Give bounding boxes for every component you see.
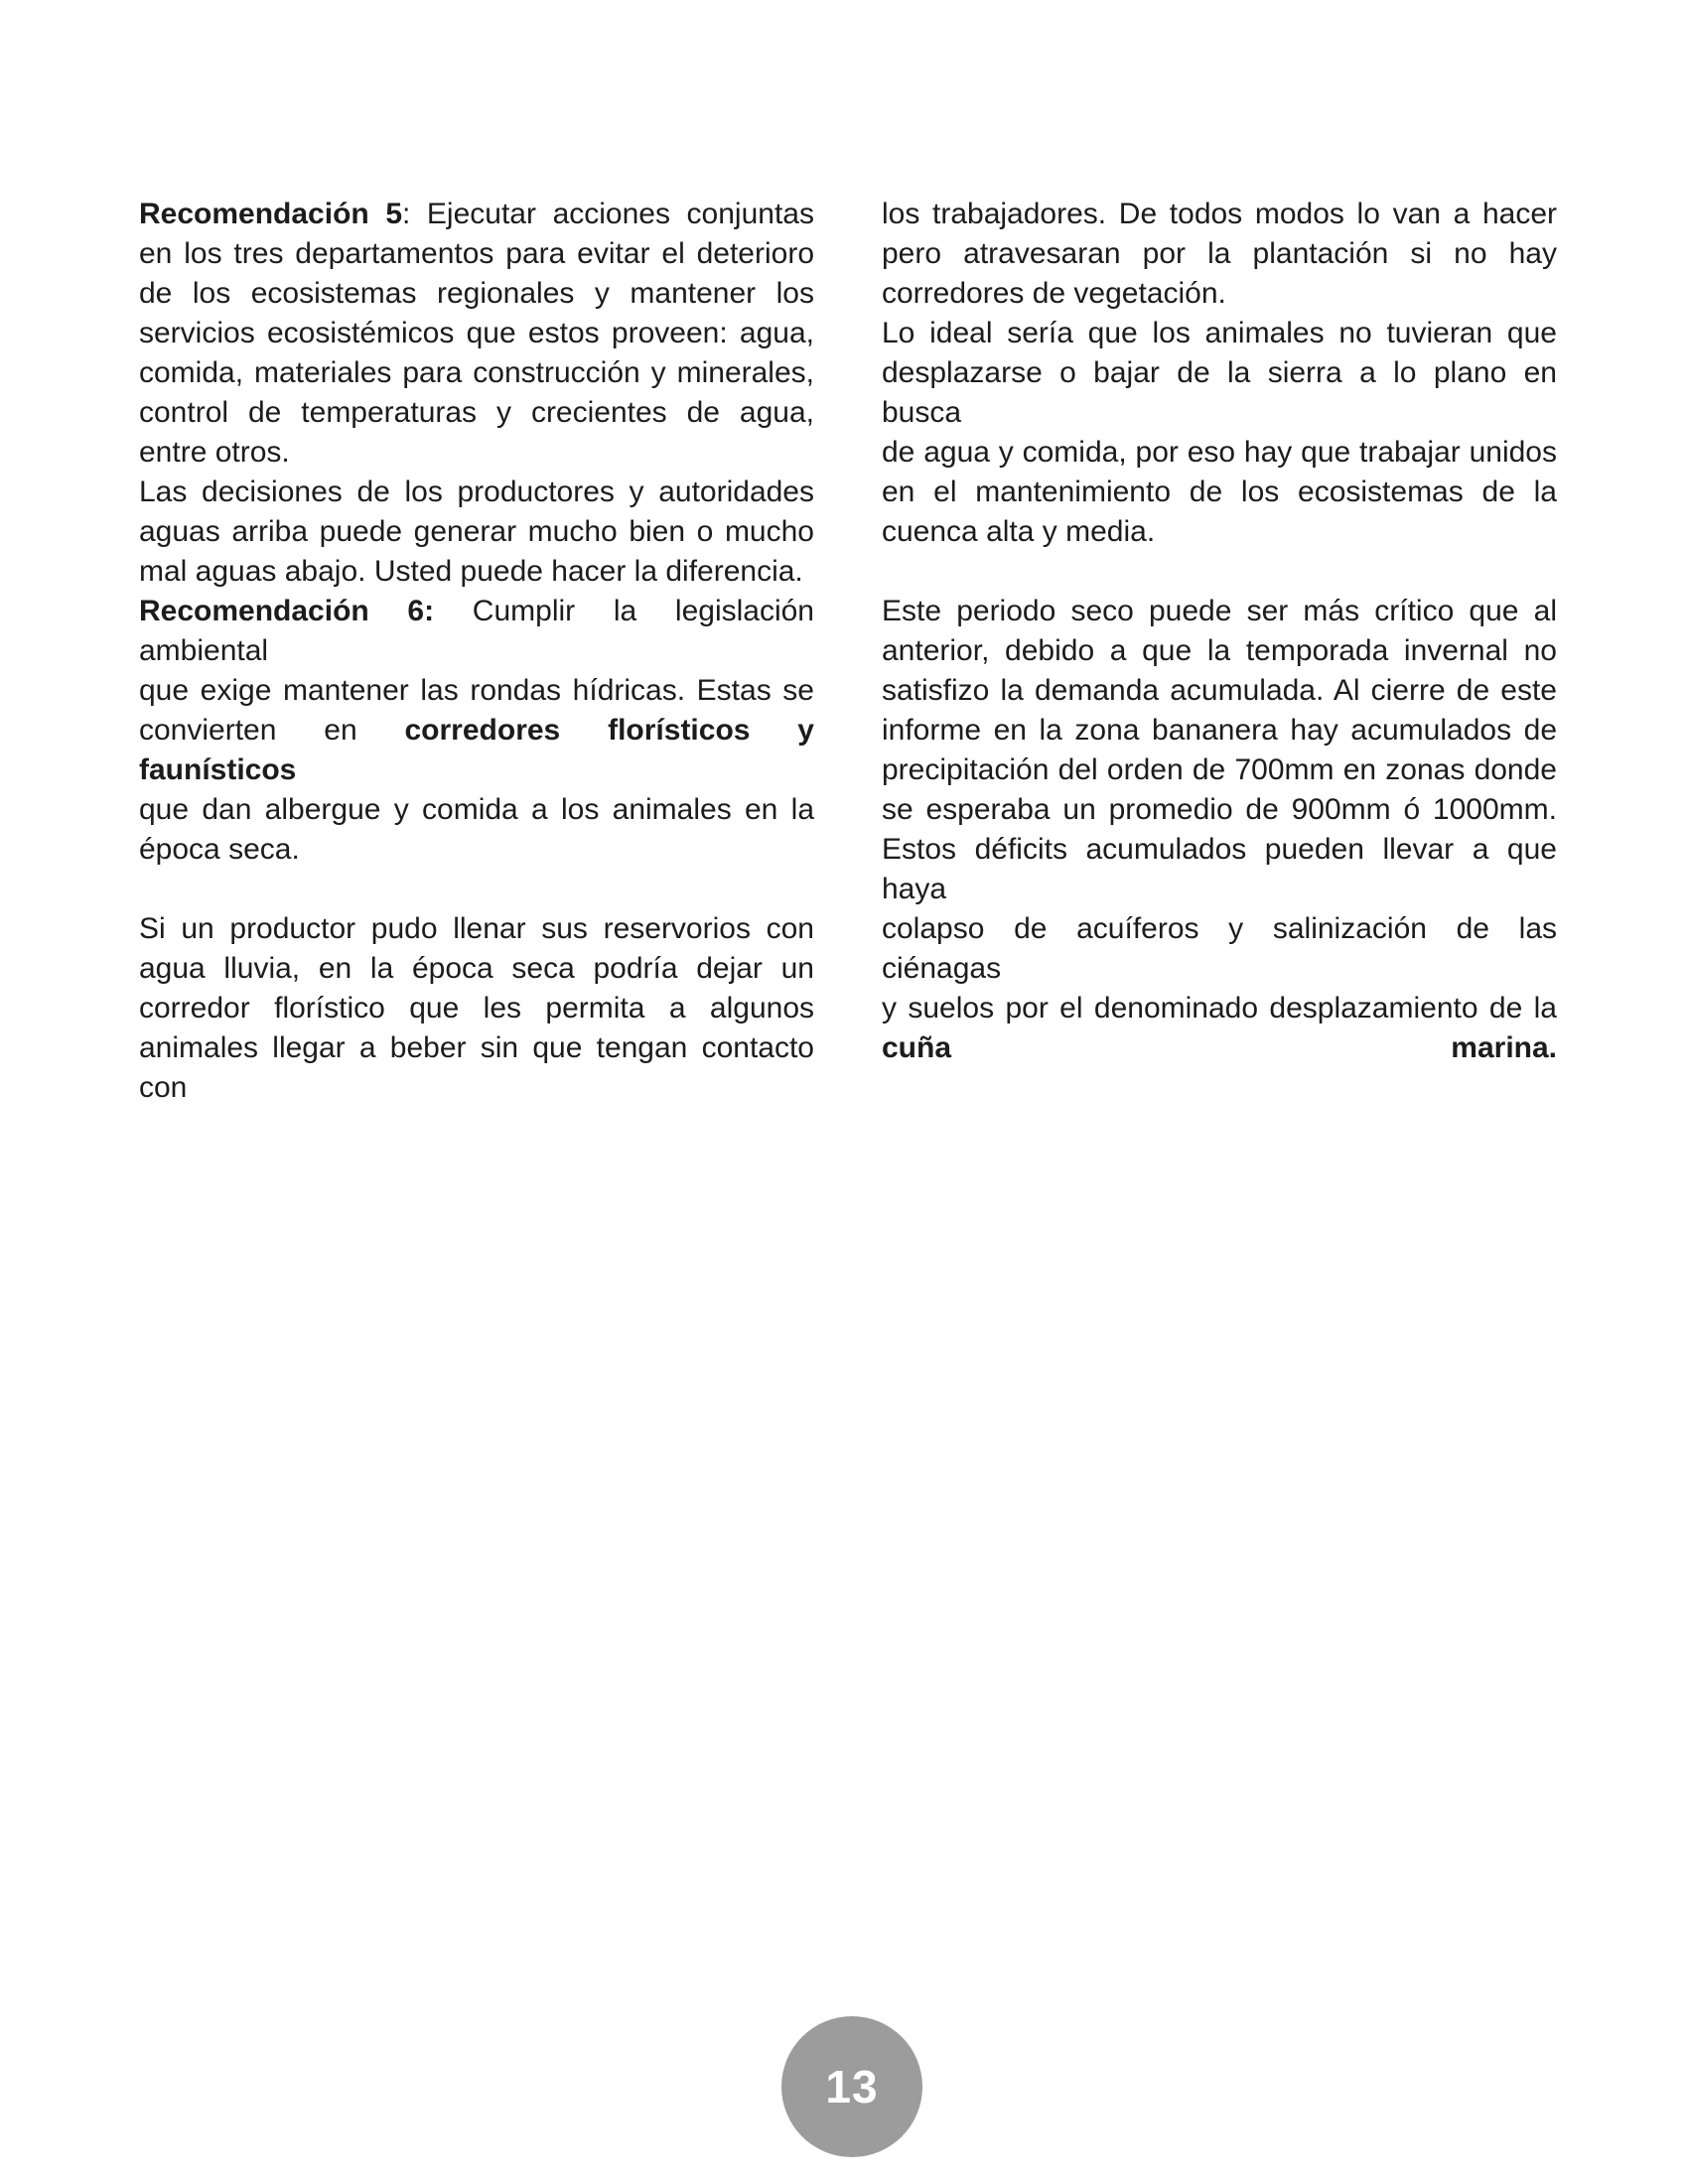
text-run: época seca. <box>139 833 300 866</box>
text-run: Si un productor pudo llenar sus reservorios con <box>139 912 814 945</box>
text-line <box>882 671 1557 711</box>
text-run: informe en la zona bananera hay acumulados de <box>882 714 1557 747</box>
text-line <box>139 552 814 592</box>
bold-text-run: cuña <box>882 1031 1452 1064</box>
text-run: anterior, debido a que la temporada invernal no <box>882 634 1557 667</box>
text-run: en los tres departamentos para evitar el deterioro <box>139 237 814 270</box>
text-run: que exige mantener las rondas hídricas. Estas se <box>139 674 814 707</box>
text-line <box>882 631 1557 671</box>
text-run: los trabajadores. De todos modos lo van a hacer <box>882 198 1557 230</box>
text-line <box>882 314 1557 353</box>
text-line <box>139 671 814 711</box>
paragraph <box>139 473 814 592</box>
text-run: aguas arriba puede generar mucho bien o mucho <box>139 515 814 548</box>
text-line <box>139 711 814 790</box>
text-run: que dan albergue y comida a los animales en la <box>139 793 814 826</box>
text-line <box>139 989 814 1028</box>
text-line <box>139 433 814 473</box>
text-line <box>882 274 1557 314</box>
text-run: satisfizo la demanda acumulada. Al cierre de este <box>882 674 1557 707</box>
text-run: precipitación del orden de 700mm en zonas donde <box>882 753 1557 786</box>
text-line <box>139 393 814 433</box>
text-run: de agua y comida, por eso hay que trabajar unidos <box>882 436 1557 469</box>
bold-text-run: Recomendación 5 <box>139 198 402 230</box>
text-run: control de temperaturas y crecientes de agua, <box>139 396 814 429</box>
text-run: se esperaba un promedio de 900mm ó 1000mm. <box>882 793 1557 826</box>
text-line <box>882 989 1557 1028</box>
text-run: y suelos por el denominado desplazamiento de la <box>882 992 1557 1024</box>
text-line <box>882 512 1557 552</box>
text-line <box>882 790 1557 830</box>
text-run: en el mantenimiento de los ecosistemas de la <box>882 476 1557 508</box>
text-line <box>139 830 814 870</box>
text-column-left <box>139 195 814 1108</box>
text-run: corredores de vegetación. <box>882 277 1226 310</box>
paragraph <box>882 195 1557 314</box>
text-line <box>882 234 1557 274</box>
text-run: corredor florístico que les permita a algunos <box>139 992 814 1024</box>
text-run: Este periodo seco puede ser más crítico que al <box>882 595 1557 627</box>
bold-text-run: Recomendación 6: <box>139 595 435 627</box>
text-line <box>882 1028 1557 1068</box>
text-run: convierten en <box>139 714 405 747</box>
text-line <box>139 909 814 949</box>
text-line <box>882 195 1557 234</box>
text-line <box>882 592 1557 631</box>
paragraph <box>139 909 814 1108</box>
page-number: 13 <box>825 2061 879 2113</box>
text-line <box>882 751 1557 790</box>
text-run: animales llegar a beber sin que tengan contacto con <box>139 1031 814 1104</box>
text-line <box>139 790 814 830</box>
text-column-right <box>882 195 1557 1108</box>
text-line <box>139 949 814 989</box>
text-line <box>139 314 814 353</box>
text-run: desplazarse o bajar de la sierra a lo plano en busca <box>882 356 1557 429</box>
text-run: agua lluvia, en la época seca podría dejar un <box>139 952 814 985</box>
text-run: Cumplir la legislación ambiental <box>139 595 814 667</box>
text-line <box>139 473 814 512</box>
text-line <box>139 274 814 314</box>
bold-text-run: corredores florísticos y faunísticos <box>139 714 814 786</box>
text-run: Lo ideal sería que los animales no tuvieran que <box>882 317 1557 349</box>
text-run: colapso de acuíferos y salinización de las ciénagas <box>882 912 1557 985</box>
text-run: comida, materiales para construcción y minerales, <box>139 356 814 389</box>
text-line <box>139 512 814 552</box>
text-run: servicios ecosistémicos que estos proveen: agua, <box>139 317 814 349</box>
two-column-text-block <box>139 195 1557 1108</box>
paragraph <box>882 314 1557 552</box>
page-number-badge <box>781 2016 922 2157</box>
text-line <box>139 592 814 671</box>
text-run: Las decisiones de los productores y autoridades <box>139 476 814 508</box>
text-run: de los ecosistemas regionales y mantener los <box>139 277 814 310</box>
paragraph <box>139 195 814 473</box>
text-line <box>882 353 1557 433</box>
text-run: cuenca alta y media. <box>882 515 1156 548</box>
text-line <box>139 195 814 234</box>
text-line <box>139 234 814 274</box>
text-line <box>139 1028 814 1108</box>
text-run: mal aguas abajo. Usted puede hacer la diferencia. <box>139 555 803 588</box>
text-line <box>139 353 814 393</box>
text-run: entre otros. <box>139 436 290 469</box>
text-line <box>882 473 1557 512</box>
paragraph <box>139 592 814 870</box>
text-line <box>882 830 1557 909</box>
text-line <box>882 711 1557 751</box>
text-line <box>882 433 1557 473</box>
text-run: : Ejecutar acciones conjuntas <box>402 198 814 230</box>
bold-text-run: marina. <box>1451 1031 1557 1064</box>
text-run: pero atravesaran por la plantación si no hay <box>882 237 1557 270</box>
paragraph <box>882 592 1557 1068</box>
text-line <box>882 909 1557 989</box>
text-run: Estos déficits acumulados pueden llevar a que haya <box>882 833 1557 905</box>
